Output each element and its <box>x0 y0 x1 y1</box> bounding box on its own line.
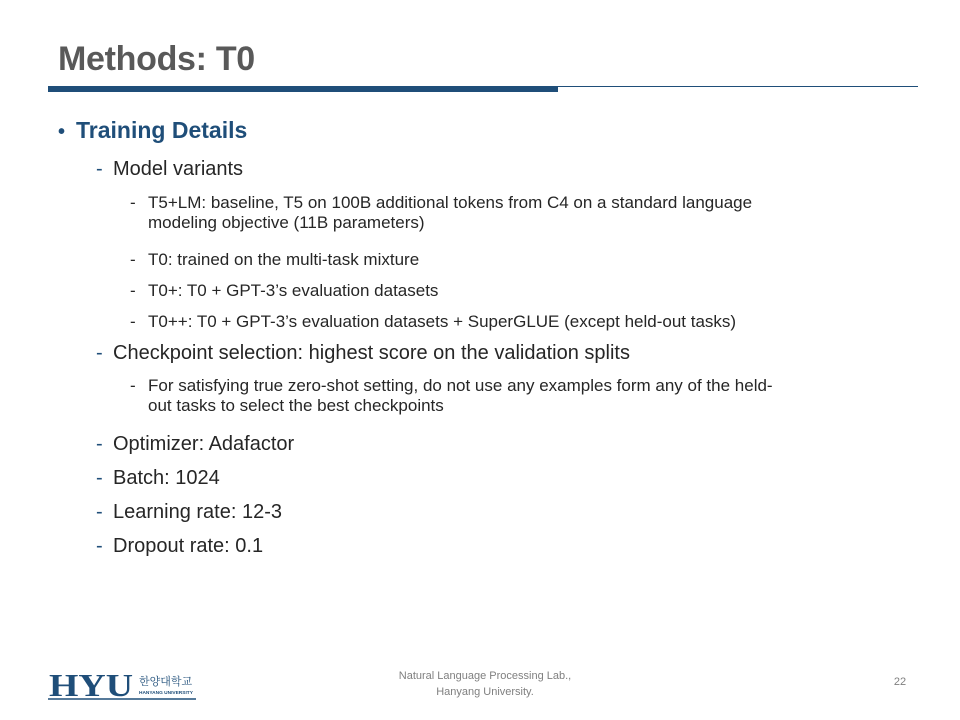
logo-korean-text: 한양대학교 <box>139 675 193 688</box>
dash-icon: - <box>96 433 103 455</box>
list-item-text: T5+LM: baseline, T5 on 100B additional tokens from C4 on a standard language <box>148 193 753 212</box>
dash-icon: - <box>130 193 136 212</box>
dash-icon: - <box>130 376 136 395</box>
list-item-text: T0+: T0 + GPT-3’s evaluation datasets <box>148 281 439 300</box>
list-item <box>96 433 294 456</box>
list-item-text-continued: out tasks to select the best checkpoints <box>148 396 444 415</box>
list-item <box>96 158 243 181</box>
sub-list-item <box>130 376 773 416</box>
bullet-dot-icon: • <box>58 121 66 143</box>
sub-list-item <box>130 193 752 233</box>
list-item-text: T0: trained on the multi-task mixture <box>148 250 420 269</box>
dash-icon: - <box>96 501 103 523</box>
list-item <box>96 342 630 365</box>
dash-icon: - <box>96 535 103 557</box>
section-heading <box>58 117 247 144</box>
list-item <box>96 467 220 490</box>
list-item-text: T0++: T0 + GPT-3’s evaluation datasets + SuperGLUE (except held-out tasks) <box>148 312 737 331</box>
slide-title: Methods: T0 <box>58 40 255 78</box>
list-item-text: Checkpoint selection: highest score on the validation splits <box>113 342 630 364</box>
footer-lab-line2: Hanyang University. <box>436 686 534 698</box>
list-item <box>96 501 282 524</box>
dash-icon: - <box>130 312 136 331</box>
list-item <box>96 535 263 558</box>
list-item-text: Batch: 1024 <box>113 467 220 489</box>
list-item-text: For satisfying true zero-shot setting, do not use any examples form any of the held- <box>148 376 773 395</box>
dash-icon: - <box>96 158 103 180</box>
page-number: 22 <box>893 676 907 688</box>
sub-list-item <box>130 250 419 270</box>
dash-icon: - <box>130 250 136 269</box>
sub-list-item <box>130 281 438 301</box>
hanyang-university-logo <box>48 668 196 700</box>
dash-icon: - <box>130 281 136 300</box>
logo-text: HYU <box>49 668 133 700</box>
title-underline-thick <box>48 86 558 92</box>
list-item-text: Learning rate: 12-3 <box>113 501 283 523</box>
footer-lab-line1: Natural Language Processing Lab., <box>398 670 572 682</box>
logo-english-text: HANYANG UNIVERSITY <box>139 691 193 696</box>
section-heading-text: Training Details <box>76 117 248 143</box>
dash-icon: - <box>96 342 103 364</box>
footer-lab-name <box>300 668 670 700</box>
list-item-text: Dropout rate: 0.1 <box>113 535 264 557</box>
list-item-text: Optimizer: Adafactor <box>113 433 295 455</box>
sub-list-item <box>130 312 736 332</box>
list-item-text: Model variants <box>113 158 244 180</box>
dash-icon: - <box>96 467 103 489</box>
list-item-text-continued: modeling objective (11B parameters) <box>148 213 425 232</box>
